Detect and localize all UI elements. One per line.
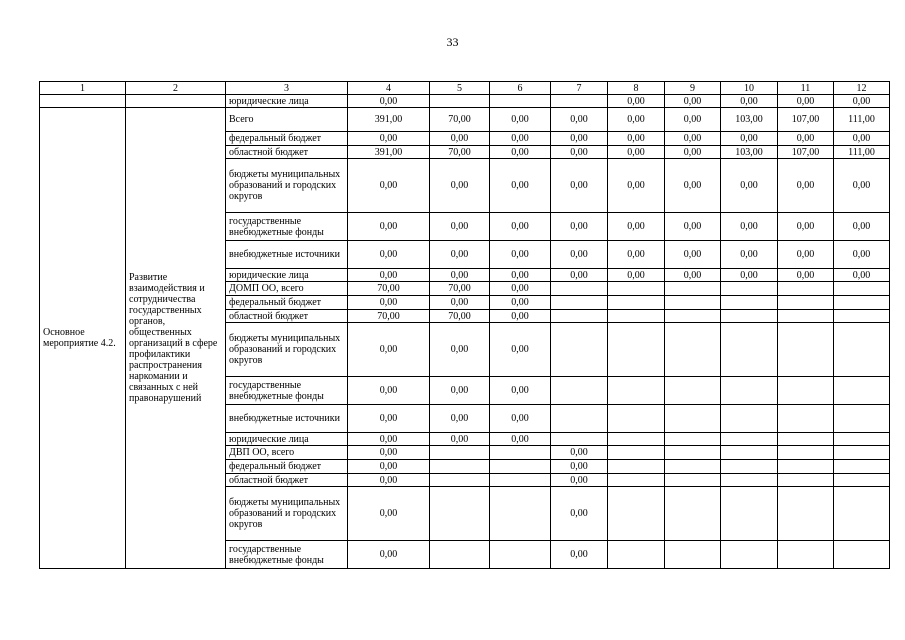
value-cell (608, 487, 665, 541)
value-cell: 0,00 (430, 213, 490, 241)
value-cell: 0,00 (348, 474, 430, 487)
page-number: 33 (446, 35, 459, 49)
value-cell (778, 474, 834, 487)
value-cell: 0,00 (778, 241, 834, 269)
value-cell (430, 541, 490, 569)
value-cell: 70,00 (348, 282, 430, 296)
value-cell: 0,00 (430, 377, 490, 405)
funding-source-cell: Всего (226, 108, 348, 132)
value-cell: 391,00 (348, 108, 430, 132)
value-cell (551, 296, 608, 310)
empty-cell (126, 95, 226, 108)
value-cell (608, 405, 665, 433)
value-cell (608, 541, 665, 569)
value-cell: 0,00 (665, 213, 721, 241)
value-cell (551, 377, 608, 405)
value-cell: 0,00 (665, 95, 721, 108)
funding-source-cell: областной бюджет (226, 310, 348, 323)
value-cell: 0,00 (348, 159, 430, 213)
value-cell: 0,00 (490, 310, 551, 323)
value-cell: 0,00 (348, 460, 430, 474)
value-cell (430, 95, 490, 108)
value-cell: 111,00 (834, 108, 890, 132)
value-cell (430, 474, 490, 487)
value-cell: 0,00 (665, 241, 721, 269)
funding-source-cell: юридические лица (226, 95, 348, 108)
value-cell: 0,00 (348, 95, 430, 108)
value-cell: 0,00 (721, 241, 778, 269)
value-cell (721, 433, 778, 446)
value-cell (834, 323, 890, 377)
value-cell: 0,00 (551, 460, 608, 474)
value-cell: 0,00 (348, 433, 430, 446)
funding-source-cell: государственные внебюджетные фонды (226, 377, 348, 405)
column-header-9: 9 (665, 82, 721, 95)
value-cell: 0,00 (490, 241, 551, 269)
funding-source-cell: бюджеты муниципальных образований и городских округов (226, 323, 348, 377)
funding-source-cell: федеральный бюджет (226, 296, 348, 310)
column-header-7: 7 (551, 82, 608, 95)
value-cell (430, 487, 490, 541)
value-cell (721, 310, 778, 323)
value-cell (721, 296, 778, 310)
funding-source-cell: государственные внебюджетные фонды (226, 213, 348, 241)
value-cell: 107,00 (778, 146, 834, 159)
funding-source-cell: областной бюджет (226, 474, 348, 487)
value-cell: 70,00 (430, 146, 490, 159)
value-cell: 0,00 (608, 159, 665, 213)
column-header-3: 3 (226, 82, 348, 95)
value-cell (608, 310, 665, 323)
value-cell: 0,00 (430, 241, 490, 269)
value-cell: 0,00 (834, 95, 890, 108)
value-cell: 0,00 (490, 146, 551, 159)
value-cell: 0,00 (721, 132, 778, 146)
value-cell: 0,00 (430, 433, 490, 446)
value-cell: 0,00 (721, 95, 778, 108)
value-cell (721, 474, 778, 487)
value-cell (721, 460, 778, 474)
value-cell (490, 474, 551, 487)
value-cell: 0,00 (665, 108, 721, 132)
value-cell: 0,00 (665, 146, 721, 159)
value-cell: 111,00 (834, 146, 890, 159)
value-cell (665, 296, 721, 310)
value-cell: 0,00 (608, 108, 665, 132)
value-cell: 107,00 (778, 108, 834, 132)
value-cell (778, 323, 834, 377)
value-cell (834, 310, 890, 323)
event-cell: Основное мероприятие 4.2. (40, 108, 126, 569)
value-cell (834, 541, 890, 569)
column-header-8: 8 (608, 82, 665, 95)
funding-source-cell: бюджеты муниципальных образований и городских округов (226, 159, 348, 213)
funding-source-cell: юридические лица (226, 269, 348, 282)
value-cell: 0,00 (348, 446, 430, 460)
column-header-11: 11 (778, 82, 834, 95)
value-cell: 0,00 (430, 132, 490, 146)
value-cell: 0,00 (834, 132, 890, 146)
value-cell (490, 446, 551, 460)
funding-source-cell: ДОМП ОО, всего (226, 282, 348, 296)
value-cell: 0,00 (721, 269, 778, 282)
value-cell: 103,00 (721, 108, 778, 132)
value-cell (665, 433, 721, 446)
value-cell (834, 377, 890, 405)
value-cell (608, 282, 665, 296)
value-cell: 0,00 (551, 269, 608, 282)
value-cell (490, 487, 551, 541)
budget-table (39, 81, 890, 569)
value-cell: 0,00 (348, 241, 430, 269)
value-cell: 0,00 (608, 95, 665, 108)
value-cell: 0,00 (490, 159, 551, 213)
value-cell: 0,00 (551, 132, 608, 146)
value-cell (834, 433, 890, 446)
value-cell (665, 405, 721, 433)
value-cell (778, 296, 834, 310)
value-cell: 0,00 (490, 377, 551, 405)
value-cell (665, 460, 721, 474)
value-cell: 0,00 (834, 241, 890, 269)
value-cell (608, 323, 665, 377)
value-cell (834, 405, 890, 433)
funding-source-cell: государственные внебюджетные фонды (226, 541, 348, 569)
value-cell: 0,00 (490, 132, 551, 146)
funding-source-cell: внебюджетные источники (226, 405, 348, 433)
value-cell: 0,00 (608, 269, 665, 282)
value-cell: 0,00 (778, 95, 834, 108)
value-cell: 0,00 (430, 269, 490, 282)
value-cell: 0,00 (551, 146, 608, 159)
value-cell: 0,00 (721, 213, 778, 241)
value-cell: 0,00 (551, 108, 608, 132)
value-cell: 0,00 (430, 323, 490, 377)
value-cell (551, 310, 608, 323)
value-cell: 0,00 (490, 296, 551, 310)
value-cell (834, 460, 890, 474)
value-cell: 0,00 (490, 213, 551, 241)
value-cell (778, 405, 834, 433)
value-cell: 70,00 (430, 282, 490, 296)
value-cell: 0,00 (778, 132, 834, 146)
column-header-5: 5 (430, 82, 490, 95)
value-cell: 0,00 (608, 213, 665, 241)
column-header-6: 6 (490, 82, 551, 95)
value-cell (834, 296, 890, 310)
value-cell (608, 446, 665, 460)
value-cell: 0,00 (490, 269, 551, 282)
value-cell: 0,00 (608, 146, 665, 159)
value-cell: 70,00 (348, 310, 430, 323)
value-cell (608, 474, 665, 487)
value-cell (490, 460, 551, 474)
funding-source-cell: ДВП ОО, всего (226, 446, 348, 460)
value-cell (665, 323, 721, 377)
value-cell (834, 487, 890, 541)
value-cell: 0,00 (551, 446, 608, 460)
column-header-1: 1 (40, 82, 126, 95)
column-header-2: 2 (126, 82, 226, 95)
value-cell (721, 282, 778, 296)
value-cell (608, 460, 665, 474)
value-cell: 0,00 (348, 132, 430, 146)
table-row (40, 95, 890, 108)
value-cell (665, 310, 721, 323)
value-cell: 0,00 (834, 269, 890, 282)
value-cell (551, 405, 608, 433)
funding-source-cell: федеральный бюджет (226, 460, 348, 474)
value-cell: 0,00 (348, 405, 430, 433)
funding-source-cell: юридические лица (226, 433, 348, 446)
value-cell: 0,00 (490, 282, 551, 296)
value-cell: 0,00 (348, 487, 430, 541)
value-cell (834, 446, 890, 460)
value-cell: 0,00 (778, 213, 834, 241)
value-cell: 103,00 (721, 146, 778, 159)
value-cell (778, 487, 834, 541)
value-cell (430, 446, 490, 460)
value-cell (778, 460, 834, 474)
value-cell (665, 446, 721, 460)
value-cell: 0,00 (551, 241, 608, 269)
value-cell (721, 377, 778, 405)
funding-source-cell: бюджеты муниципальных образований и городских округов (226, 487, 348, 541)
value-cell: 0,00 (551, 541, 608, 569)
value-cell: 0,00 (348, 377, 430, 405)
value-cell (665, 487, 721, 541)
value-cell (551, 323, 608, 377)
value-cell: 0,00 (551, 159, 608, 213)
empty-cell (40, 95, 126, 108)
value-cell: 0,00 (551, 487, 608, 541)
value-cell (551, 282, 608, 296)
value-cell (778, 541, 834, 569)
value-cell (490, 541, 551, 569)
column-header-4: 4 (348, 82, 430, 95)
column-header-12: 12 (834, 82, 890, 95)
value-cell: 0,00 (430, 159, 490, 213)
value-cell (778, 433, 834, 446)
value-cell: 0,00 (551, 474, 608, 487)
value-cell (608, 296, 665, 310)
value-cell: 0,00 (665, 269, 721, 282)
value-cell (490, 95, 551, 108)
value-cell: 0,00 (348, 541, 430, 569)
value-cell (665, 282, 721, 296)
value-cell (778, 282, 834, 296)
value-cell: 0,00 (778, 159, 834, 213)
value-cell: 0,00 (490, 405, 551, 433)
value-cell: 0,00 (608, 132, 665, 146)
funding-source-cell: областной бюджет (226, 146, 348, 159)
value-cell (721, 323, 778, 377)
value-cell: 0,00 (608, 241, 665, 269)
value-cell (430, 460, 490, 474)
value-cell: 0,00 (430, 405, 490, 433)
value-cell (721, 405, 778, 433)
value-cell (665, 474, 721, 487)
value-cell: 0,00 (665, 159, 721, 213)
value-cell (721, 446, 778, 460)
table-row (40, 108, 890, 132)
value-cell: 0,00 (348, 296, 430, 310)
table-header-row (40, 82, 890, 95)
value-cell: 0,00 (348, 269, 430, 282)
value-cell (834, 282, 890, 296)
value-cell: 0,00 (348, 323, 430, 377)
value-cell: 0,00 (834, 159, 890, 213)
value-cell: 0,00 (490, 108, 551, 132)
funding-source-cell: внебюджетные источники (226, 241, 348, 269)
funding-source-cell: федеральный бюджет (226, 132, 348, 146)
value-cell (665, 377, 721, 405)
value-cell (665, 541, 721, 569)
value-cell: 70,00 (430, 108, 490, 132)
value-cell: 0,00 (778, 269, 834, 282)
value-cell: 0,00 (665, 132, 721, 146)
value-cell (608, 377, 665, 405)
value-cell (778, 377, 834, 405)
value-cell: 0,00 (834, 213, 890, 241)
value-cell (834, 474, 890, 487)
value-cell (721, 487, 778, 541)
value-cell: 70,00 (430, 310, 490, 323)
value-cell (608, 433, 665, 446)
value-cell: 0,00 (490, 323, 551, 377)
value-cell: 0,00 (551, 213, 608, 241)
value-cell (778, 310, 834, 323)
value-cell: 0,00 (490, 433, 551, 446)
value-cell (551, 433, 608, 446)
value-cell: 0,00 (721, 159, 778, 213)
event-name-cell: Развитие взаимодействия и сотрудничества государственных органов, общественных организаций в сфере профилактики распространения наркомании и связанных с ней правонарушений (126, 108, 226, 569)
value-cell (721, 541, 778, 569)
value-cell (778, 446, 834, 460)
value-cell (551, 95, 608, 108)
value-cell: 391,00 (348, 146, 430, 159)
value-cell: 0,00 (430, 296, 490, 310)
value-cell: 0,00 (348, 213, 430, 241)
column-header-10: 10 (721, 82, 778, 95)
